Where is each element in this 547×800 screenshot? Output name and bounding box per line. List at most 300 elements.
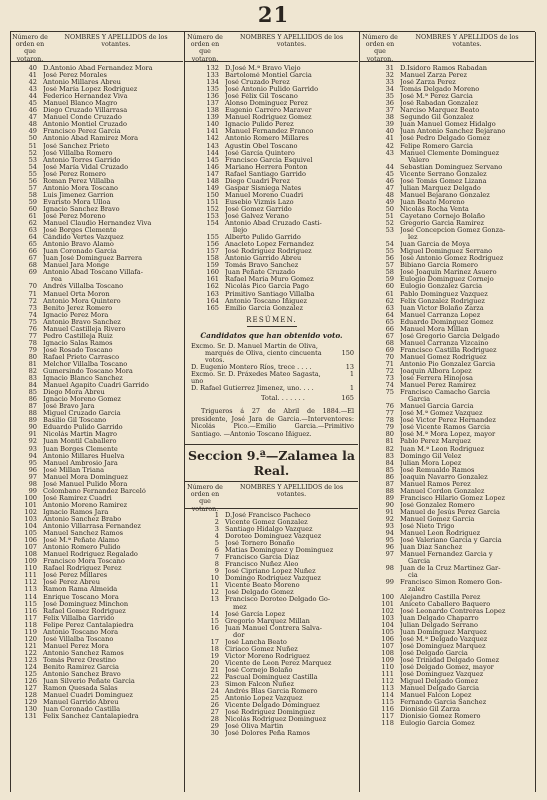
voter-name: Miguel Delgado Gomez	[400, 678, 479, 686]
voter-name: Antonio Sanchez Bravo	[43, 671, 121, 679]
order-number: 120	[24, 634, 37, 643]
voter-row	[185, 305, 358, 312]
order-number-header: Número de orden en que votaron.	[362, 34, 398, 63]
order-number: 76	[28, 324, 37, 333]
order-number: 71	[385, 359, 394, 368]
order-number: 146	[206, 162, 219, 171]
order-number	[185, 227, 225, 234]
order-number: 12	[210, 588, 219, 597]
voter-name: Manuel Bejarano Gonzalez	[400, 191, 490, 199]
voter-row	[11, 713, 183, 720]
order-number: 36	[385, 99, 394, 108]
voter-name: Aniceto Caballero Baquero	[400, 600, 491, 608]
order-number: 22	[210, 673, 219, 681]
voter-name: Manuel Fernandez Garcia y	[400, 551, 493, 559]
voter-name: José Concepcion Gomez Gonza-	[400, 227, 506, 235]
order-number: 44	[385, 162, 394, 171]
vote-count: 150	[341, 348, 354, 357]
voter-name: Juan Beato Moreno	[400, 198, 465, 206]
order-number: 69	[385, 345, 394, 354]
order-number: 114	[381, 691, 394, 700]
voter-name: D.José M.ª Bravo Viejo	[225, 65, 301, 72]
voter-name: Juan Montil Caballero	[43, 438, 117, 446]
voter-name: José Villalba Toscano	[43, 635, 114, 643]
voter-row	[185, 533, 358, 540]
order-number: 141	[206, 127, 219, 136]
voter-name: José Borges Clemente	[43, 227, 117, 235]
voter-row	[185, 220, 358, 227]
voter-name: José Rosado Toscano	[43, 346, 113, 354]
order-number: 20	[210, 658, 219, 667]
order-number	[11, 276, 43, 283]
order-number: 110	[24, 564, 37, 573]
voter-name: Diego Cuadri Perez	[225, 177, 290, 185]
voter-name: Ignacio Blanco Sanchez	[43, 375, 123, 383]
order-number: 5	[214, 539, 219, 548]
order-number: 24	[210, 687, 219, 696]
voter-name: Antonio Toscano Mora	[43, 628, 119, 636]
order-number	[360, 572, 400, 579]
order-number: 83	[28, 374, 37, 383]
voter-name: Simon Falcon Nuñez	[225, 681, 295, 689]
order-number: 43	[28, 85, 37, 94]
voter-name: Gregorio Marquez Millan	[225, 617, 310, 625]
order-number: 135	[206, 85, 219, 94]
order-number: 41	[385, 134, 394, 143]
voter-name: Andrés Villalba Toscano	[43, 283, 124, 291]
voter-name: Juan de la Cruz Martinez Gar-	[400, 565, 501, 573]
order-number: 48	[28, 120, 37, 129]
order-number: 53	[385, 226, 394, 235]
voter-name: Manuel Fernandez Franco	[225, 128, 314, 136]
order-number: 54	[385, 240, 394, 249]
order-number: 85	[385, 465, 394, 474]
order-number: 54	[28, 162, 37, 171]
order-number: 93	[28, 444, 37, 453]
voter-name: Ignacio Sanchez Bravo	[43, 205, 120, 213]
voter-name: Manuel Carranza Lopez	[400, 311, 481, 319]
order-number: 81	[28, 359, 37, 368]
order-number: 107	[24, 543, 37, 552]
voter-name: dor	[233, 631, 245, 639]
voter-name: José Bravo Jara	[43, 403, 95, 411]
voter-name: Juan Borges Clemente	[43, 445, 118, 453]
voter-name: Francisco Hilario Gomez Lopez	[400, 494, 505, 502]
order-number: 111	[24, 571, 37, 580]
voter-name: Juan Victor Bolaño Zarza	[400, 304, 484, 312]
order-number: 78	[385, 416, 394, 425]
order-number: 7	[214, 553, 219, 562]
voter-name: Antonio Abad Ramirez Mora	[43, 135, 139, 143]
voter-name: José Antonio Gomez Rodriguez	[400, 255, 504, 263]
voter-row	[185, 554, 358, 561]
order-number: 58	[28, 190, 37, 199]
voter-name: Manuel Cuadri Dominguez	[43, 692, 133, 700]
voter-name: José Rodriguez Dominguez	[225, 709, 316, 717]
column-header	[185, 482, 358, 513]
voter-name: José Dolores Peña Ramos	[225, 730, 310, 738]
order-number: 8	[214, 560, 219, 569]
voter-name: José García Quintero	[225, 149, 295, 157]
column-divider	[535, 32, 536, 792]
order-number: 155	[206, 233, 219, 242]
order-number: 35	[385, 92, 394, 101]
voter-name: Emilio Garcia Gonzalez	[225, 304, 304, 312]
order-number: 76	[385, 402, 394, 411]
order-number: 106	[381, 634, 394, 643]
voter-name: Antonio Millares Huelva	[43, 452, 125, 460]
voter-name: José Millan Triana	[43, 466, 105, 474]
voter-name: Manuel Leon Rodriguez	[400, 530, 481, 538]
voter-name: Diego Mora Abreu	[43, 389, 105, 397]
voter-name: Manuel Claudio Hernandez Viva	[43, 220, 152, 228]
order-number: 69	[28, 268, 37, 277]
voter-row	[11, 269, 183, 276]
voter-name: Rafael Santiago Garrido	[225, 170, 306, 178]
voter-name: Manuel Perez Mora	[43, 642, 109, 650]
voter-name: Manuel Blanco Magro	[43, 100, 118, 108]
voter-name: Cándido Vertes Vazquez	[43, 234, 124, 242]
order-number: 117	[24, 613, 37, 622]
voter-name: Benito Jerez Romero	[43, 304, 113, 312]
voter-name: Garcia	[408, 558, 431, 566]
voter-name: Vicente Delgado Dominguez	[225, 702, 320, 710]
order-number: 157	[206, 247, 219, 256]
order-number: 136	[206, 92, 219, 101]
voter-name: Juan M.ª Leon Rodriguez	[400, 445, 485, 453]
voter-name: José Galvez Verano	[225, 212, 289, 220]
order-number: 27	[210, 708, 219, 717]
voter-name: José Félix Gil Toscano	[225, 93, 298, 101]
voter-name: Manuel Falcon Lopez	[400, 692, 472, 700]
voter-row	[360, 565, 534, 572]
order-number: 87	[385, 479, 394, 488]
order-number: 87	[28, 402, 37, 411]
voter-name: Manuel Jara Monge	[43, 262, 110, 270]
voter-name: Narciso Marquez Beato	[400, 107, 480, 115]
order-number: 29	[210, 722, 219, 731]
voter-name: Felix Sanchez Cantalapiedra	[43, 713, 139, 721]
order-number: 133	[206, 71, 219, 80]
voter-name: Juan Delgado Chaparro	[400, 614, 479, 622]
voter-name: D.Antonio Abad Fernandez Mora	[43, 65, 153, 72]
voter-name: Francisco Castilla Rodriguez	[400, 346, 497, 354]
voter-name: Valero	[408, 156, 430, 164]
voter-name: Manuel Mora Dominguez	[43, 473, 128, 481]
voter-name: Ramon Rama Almeida	[43, 586, 118, 594]
voter-name: Ignacio Salas Ramos	[43, 339, 113, 347]
voter-name: Doroteo Dominguez Vazquez	[225, 533, 322, 541]
order-number: 118	[24, 620, 37, 629]
voter-name: Antonio Romero Pulido	[43, 544, 121, 552]
voter-name: Pablo Dominguez Vazquez	[400, 290, 488, 298]
voter-name: Manuel Garrido Abreu	[43, 699, 119, 707]
voter-name: Antonio Torres Garrido	[43, 156, 121, 164]
voter-name: Anacleto Lopez Fernandez	[225, 241, 314, 249]
voter-row	[360, 579, 534, 586]
voter-name: Rafael Rodriguez Perez	[43, 565, 122, 573]
voter-name: José Trinidad Delgado Gomez	[400, 656, 500, 664]
voter-name: D.Isidoro Ramos Rabadan	[400, 65, 488, 72]
order-number: 165	[206, 303, 219, 312]
order-number: 25	[210, 694, 219, 703]
voter-name: Manuel Carranza Vizcaino	[400, 339, 489, 347]
order-number: 14	[210, 609, 219, 618]
voter-name: Eugenio Carrero Maraver	[225, 107, 312, 115]
order-number: 16	[210, 623, 219, 632]
voter-name: José M.ª Peñate Alamo	[43, 537, 119, 545]
voter-name: José María Vidal Cruzado	[43, 163, 129, 171]
order-number: 101	[381, 599, 394, 608]
order-number: 49	[28, 127, 37, 136]
voter-name: Manuel Sanchez Ramos	[43, 530, 124, 538]
order-number: 57	[28, 183, 37, 192]
order-number: 94	[28, 451, 37, 460]
order-number: 137	[206, 99, 219, 108]
order-number: 67	[28, 254, 37, 263]
order-number: 162	[206, 282, 219, 291]
order-number: 150	[206, 190, 219, 199]
voter-name: José Delgado Garcia	[400, 649, 468, 657]
order-number: 47	[385, 183, 394, 192]
voter-name: José Perez Morales	[43, 72, 107, 80]
voter-name: Gumersindo Toscano Mora	[43, 368, 133, 376]
voter-name: Enrique Toscano Mora	[43, 593, 119, 601]
voter-name: Felix Gonzalez Rodriguez	[400, 297, 485, 305]
order-number: 109	[381, 655, 394, 664]
order-number	[185, 604, 225, 611]
voter-name: José Remualdo Ramos	[400, 466, 475, 474]
order-number: 55	[385, 247, 394, 256]
order-number: 67	[385, 331, 394, 340]
voter-name: José Zarza Perez	[400, 79, 456, 87]
order-number: 2	[214, 517, 219, 526]
voter-name: José Gonzalez Romero	[400, 501, 475, 509]
order-number: 10	[210, 574, 219, 583]
voter-name: Rafael Gomez Rodriguez	[43, 607, 126, 615]
order-number: 56	[28, 176, 37, 185]
voter-name: José Gregorio Garcia Delgado	[400, 332, 500, 340]
column-header	[185, 32, 358, 62]
order-number: 42	[28, 78, 37, 87]
candidate-line	[191, 350, 354, 364]
order-number: 121	[24, 641, 37, 650]
voter-name: Francisco Perez Garcia	[43, 128, 121, 136]
voter-name: José Tomás Gomez Lizana	[400, 177, 487, 185]
voter-name: Antonio Sanchez Brabo	[43, 516, 122, 523]
voter-name: Manuel Garcia Garcia	[400, 403, 474, 411]
voter-name: José Delgado Gomez, mayor	[400, 663, 494, 671]
voter-name: Manuel Clemente Dominguez	[400, 149, 500, 157]
voter-name: José Perez Millares	[43, 572, 108, 580]
order-number: 74	[385, 381, 394, 390]
order-number: 47	[28, 113, 37, 122]
order-number	[360, 558, 400, 565]
voter-name: Pedro Castilleja Ruiz	[43, 332, 113, 340]
voter-name: José Perez Romero	[43, 170, 106, 178]
order-number: 131	[24, 712, 37, 721]
order-number: 61	[28, 211, 37, 220]
voter-name: Francisco Doroteo Delgado Go-	[225, 596, 331, 604]
voter-name: Federico Hernandez Viva	[43, 93, 128, 101]
order-number: 44	[28, 92, 37, 101]
voter-name: Colombano Fernandez Barceló	[43, 487, 146, 495]
voter-name: Dionisio Gomez Romero	[400, 713, 481, 721]
order-number: 163	[206, 289, 219, 298]
voter-name: Nicolás Martin Magro	[43, 431, 118, 439]
order-number: 83	[385, 451, 394, 460]
voter-name: José Tornero Bonaño	[225, 540, 295, 548]
order-number: 147	[206, 169, 219, 178]
voter-name: Felix Villalba Garrido	[43, 614, 115, 622]
order-number: 96	[385, 543, 394, 552]
order-number: 71	[28, 289, 37, 298]
order-number: 100	[381, 592, 394, 601]
order-number: 30	[210, 729, 219, 738]
voter-name: Antonio Bravo Sanchez	[43, 318, 121, 326]
order-number: 127	[24, 684, 37, 693]
order-number: 80	[28, 352, 37, 361]
voter-name: José M.ª Mora Lopez, mayor	[400, 431, 496, 439]
order-number: 21	[210, 665, 219, 674]
order-number: 140	[206, 120, 219, 129]
voter-name: Juan Manuel Gomez Hidalgo	[400, 121, 496, 129]
order-number: 41	[28, 71, 37, 80]
voter-name: Antonio Lopez Vazquez	[225, 695, 303, 703]
order-number: 128	[24, 691, 37, 700]
order-number: 105	[381, 627, 394, 636]
candidate-text: D. Eugenio Montero Ríos, trece . . . .	[191, 362, 312, 371]
voter-name: Basilio Gil Toscano	[43, 417, 107, 425]
voter-name: Francisco Mora Toscano	[43, 558, 125, 566]
order-number: 52	[385, 219, 394, 228]
order-number: 149	[206, 183, 219, 192]
order-number: 113	[24, 585, 37, 594]
voter-row	[185, 519, 358, 526]
voter-name: Felipe Perez Cantalapiedra	[43, 621, 134, 629]
voter-name: Juan Manuel Contrera Salva-	[225, 624, 323, 632]
order-number: 39	[385, 120, 394, 129]
order-number: 95	[385, 536, 394, 545]
order-number: 88	[385, 486, 394, 495]
voter-name: Evaristo Mora Ulloa	[43, 198, 111, 206]
voter-name: Melchor Villalba Toscano	[43, 360, 128, 368]
voter-name: Diego Cruzado Villarrasa	[43, 107, 128, 115]
voter-name: Bibiano Garcia Romero	[400, 262, 478, 270]
order-number: 40	[28, 64, 37, 72]
order-number	[360, 234, 400, 241]
voter-name: José Cornejo Bolaño	[225, 666, 293, 674]
order-number: 126	[24, 677, 37, 686]
order-number: 84	[28, 381, 37, 390]
order-number: 97	[385, 550, 394, 559]
voter-column-3	[360, 32, 534, 727]
voter-name: cia	[408, 572, 418, 580]
voter-name: Pascual Dominguez Castilla	[225, 674, 318, 681]
voter-column-1	[11, 32, 183, 720]
voter-name: José Vicente Ramos Garcia	[400, 424, 491, 432]
voter-name: Vicente Beato Moreno	[225, 582, 300, 590]
voter-list	[185, 62, 358, 312]
voter-name: Miguel Dominguez Serrano	[400, 248, 493, 256]
page-number: 21	[257, 2, 290, 27]
voter-name: Manuel Cordon Gonzalez	[400, 487, 485, 495]
order-number: 144	[206, 148, 219, 157]
voter-name: Mariano Herrera Ponton	[225, 163, 308, 171]
voter-name: Eulogio Gonzalez Garcia	[400, 283, 483, 291]
order-number: 1	[214, 510, 219, 519]
summary-rule	[247, 326, 297, 327]
order-number: 116	[381, 705, 394, 714]
voter-name: Antonio Garrido Abreu	[225, 255, 302, 263]
voter-name: Vicente Serrano Gonzalez	[400, 170, 487, 178]
order-number: 23	[210, 680, 219, 689]
order-number: 89	[28, 416, 37, 425]
order-number: 85	[28, 388, 37, 397]
voter-name: mez	[233, 603, 247, 611]
order-number: 111	[381, 670, 394, 679]
order-number: 159	[206, 261, 219, 270]
voter-name: Primitivo Santiago Villalba	[225, 290, 315, 298]
order-number: 26	[210, 701, 219, 710]
order-number: 38	[385, 113, 394, 122]
order-number: 82	[28, 367, 37, 376]
voter-row	[185, 596, 358, 603]
voter-name: José Valeriano Garcia y Garcia	[400, 537, 502, 545]
order-number: 90	[28, 423, 37, 432]
voter-name: José Ferrera Hinojosa	[400, 375, 473, 383]
voter-name: Alberto Pulido Garrido	[225, 234, 301, 242]
vote-count: 1	[349, 384, 354, 393]
voter-name: Manuel Moreno Cuadri	[225, 191, 304, 199]
voter-name: Juan Coronado Garcia	[43, 248, 117, 256]
voter-name: Tomás Bravo Sanchez	[225, 262, 299, 270]
order-number	[360, 396, 400, 403]
voter-name: Julian Delgado Serrano	[400, 621, 478, 629]
order-number: 42	[385, 141, 394, 150]
voter-row	[185, 561, 358, 568]
voter-name: Tomás Perez Orestino	[43, 656, 117, 664]
voter-name: José Ramirez Cuadri	[43, 494, 112, 502]
order-number: 17	[210, 637, 219, 646]
order-number: 13	[210, 595, 219, 604]
order-number: 79	[28, 345, 37, 354]
order-number: 104	[24, 522, 37, 531]
order-number: 60	[385, 282, 394, 291]
order-number: 107	[381, 641, 394, 650]
order-number: 92	[28, 437, 37, 446]
voter-name: Eulogio Garcia Gomez	[400, 720, 475, 728]
voter-name: Manuel Rodriguez Gomez	[225, 114, 312, 122]
voter-name: D.José Francisco Pacheco	[225, 511, 311, 519]
voter-name: Juan Coronado Castilla	[43, 706, 121, 714]
order-number: 99	[28, 486, 37, 495]
order-number: 75	[385, 388, 394, 397]
order-number: 72	[28, 296, 37, 305]
voter-name: Cayetano Cornejo Bolaño	[400, 212, 485, 220]
order-number: 145	[206, 155, 219, 164]
voter-name: Santiago Hidalgo Vazquez	[225, 526, 313, 534]
order-number: 77	[385, 409, 394, 418]
candidate-results	[185, 343, 358, 393]
voter-name: Pablo Perez Marquez	[400, 438, 471, 446]
voter-row	[185, 540, 358, 547]
voter-name: Manuel de Jesús Perez Garcia	[400, 508, 500, 516]
order-number: 63	[28, 226, 37, 235]
order-number: 79	[385, 423, 394, 432]
order-number: 130	[24, 705, 37, 714]
order-number: 98	[28, 479, 37, 488]
